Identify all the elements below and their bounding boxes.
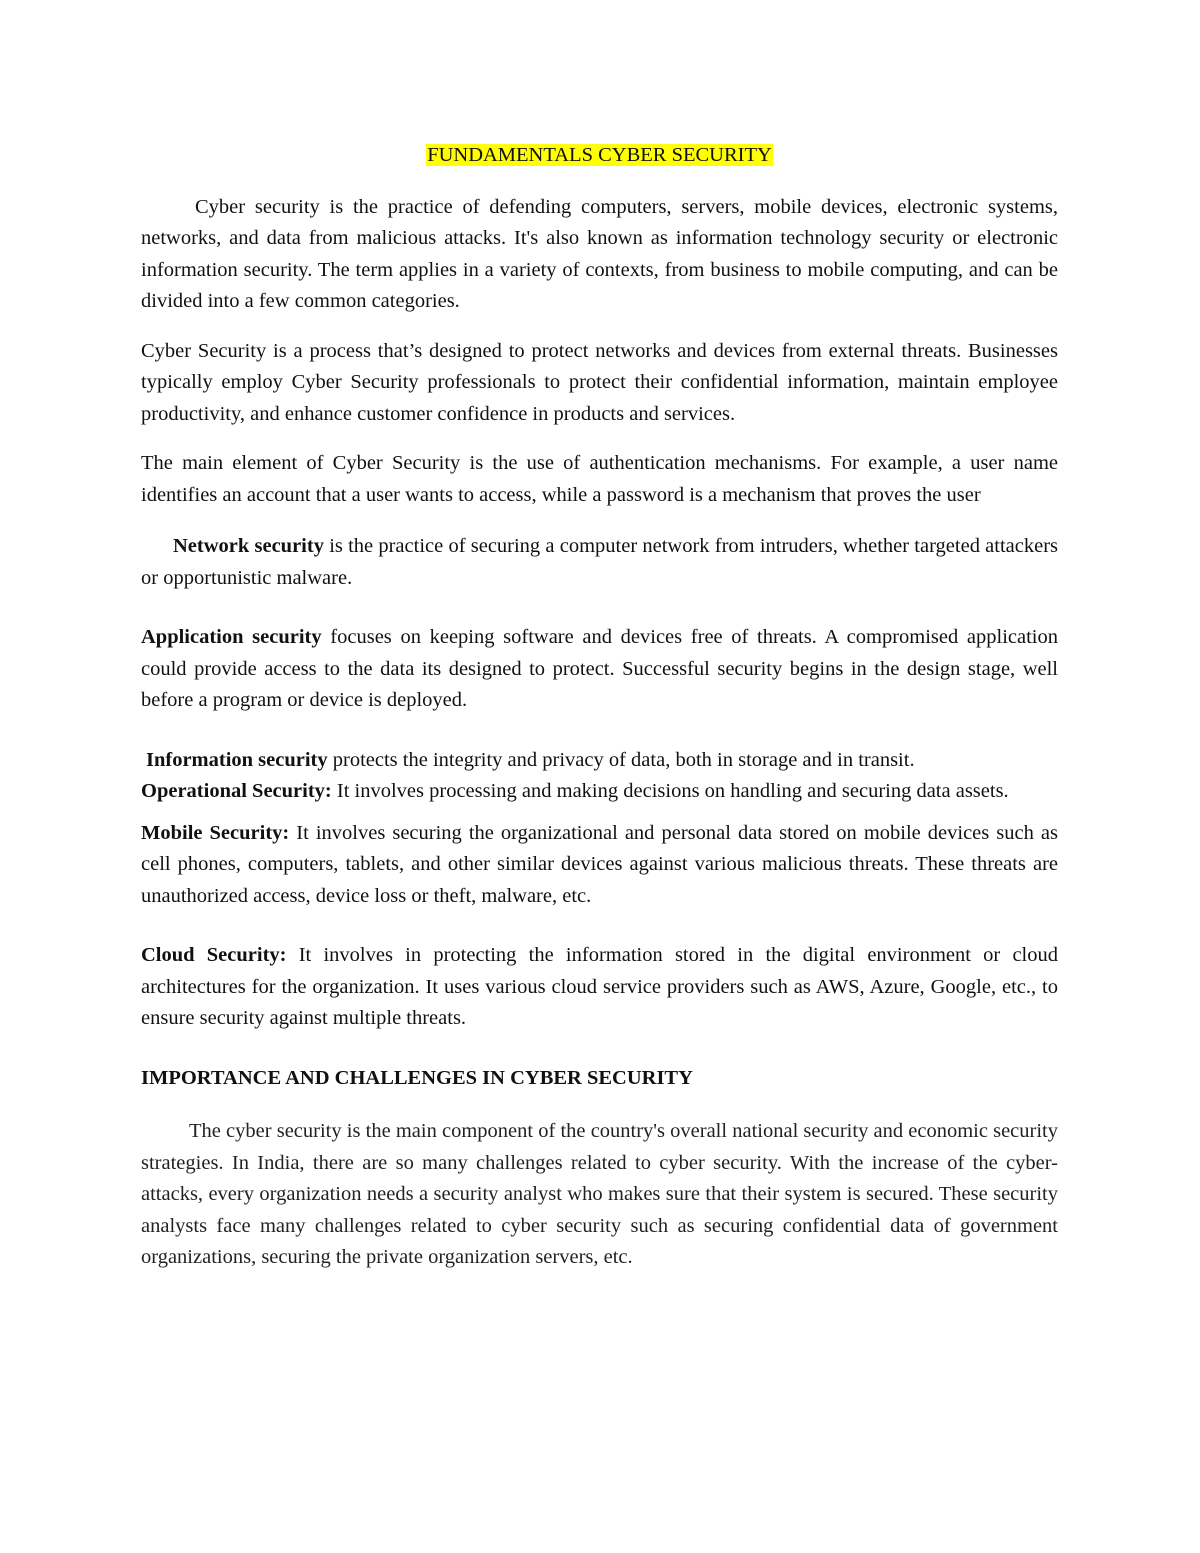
document-title-text: FUNDAMENTALS CYBER SECURITY <box>427 144 772 166</box>
document-title <box>141 140 1058 172</box>
network-security-paragraph <box>141 531 1058 594</box>
operational-security-paragraph <box>141 776 1058 808</box>
mobile-security-lead: Mobile Security: <box>141 821 290 844</box>
mobile-security-text: It involves securing the organizational and personal data stored on mobile devices such as cell phones, computers, tablets, and other similar devices against various malicious threats. These threats are unauthorized access, device loss or theft, malware, etc. <box>141 821 1058 907</box>
information-security-lead: Information security <box>146 748 328 771</box>
intro-paragraph: Cyber security is the practice of defending computers, servers, mobile devices, electronic systems, networks, and data from malicious attacks. It's also known as information technology security or electronic information security. The term applies in a variety of contexts, from business to mobile computing, and can be divided into a few common categories. <box>141 195 1058 312</box>
application-security-lead: Application security <box>141 626 322 648</box>
cloud-security-lead: Cloud Security: <box>141 944 287 966</box>
application-security-text: focuses on keeping software and devices free of threats. A compromised application could provide access to the data its designed to protect. Successful security begins in the design stage, well before a program or device is deployed. <box>141 626 1059 711</box>
mobile-security-paragraph <box>141 818 1058 913</box>
document-page <box>141 140 1058 1274</box>
process-paragraph: Cyber Security is a process that’s designed to protect networks and devices from external threats. Businesses typically employ Cyber Security professionals to protect their confidential information, maintain employee productivity, and enhance customer confidence in products and services. <box>141 339 1058 425</box>
cloud-security-text: It involves in protecting the information stored in the digital environment or cloud architectures for the organization. It uses various cloud service providers such as AWS, Azure, Google, etc., to ensure security against multiple threats. <box>141 944 1059 1029</box>
element-paragraph: The main element of Cyber Security is the use of authentication mechanisms. For example, a user name identifies an account that a user wants to access, while a password is a mechanism that proves the user <box>141 452 1058 506</box>
information-security-text: protects the integrity and privacy of data, both in storage and in transit. <box>327 748 915 771</box>
operational-security-text: It involves processing and making decisions on handling and securing data assets. <box>331 780 1009 802</box>
network-security-lead: Network security <box>173 535 324 557</box>
importance-heading: IMPORTANCE AND CHALLENGES IN CYBER SECURITY <box>141 1066 693 1089</box>
network-security-text: is the practice of securing a computer network from intruders, whether targeted attackers or opportunistic malware. <box>141 535 1059 589</box>
operational-security-lead: Operational Security: <box>141 780 332 802</box>
information-security-paragraph <box>141 745 1058 777</box>
importance-paragraph: The cyber security is the main component of the country's overall national security and economic security strategies. In India, there are so many challenges related to cyber security. With the increase of the cyber-attacks, every organization needs a security analyst who makes sure that their system is secured. These security analysts face many challenges related to cyber security such as securing confidential data of government organizations, securing the private organization servers, etc. <box>141 1120 1058 1268</box>
cloud-security-paragraph <box>141 940 1058 1035</box>
application-security-paragraph <box>141 622 1058 717</box>
